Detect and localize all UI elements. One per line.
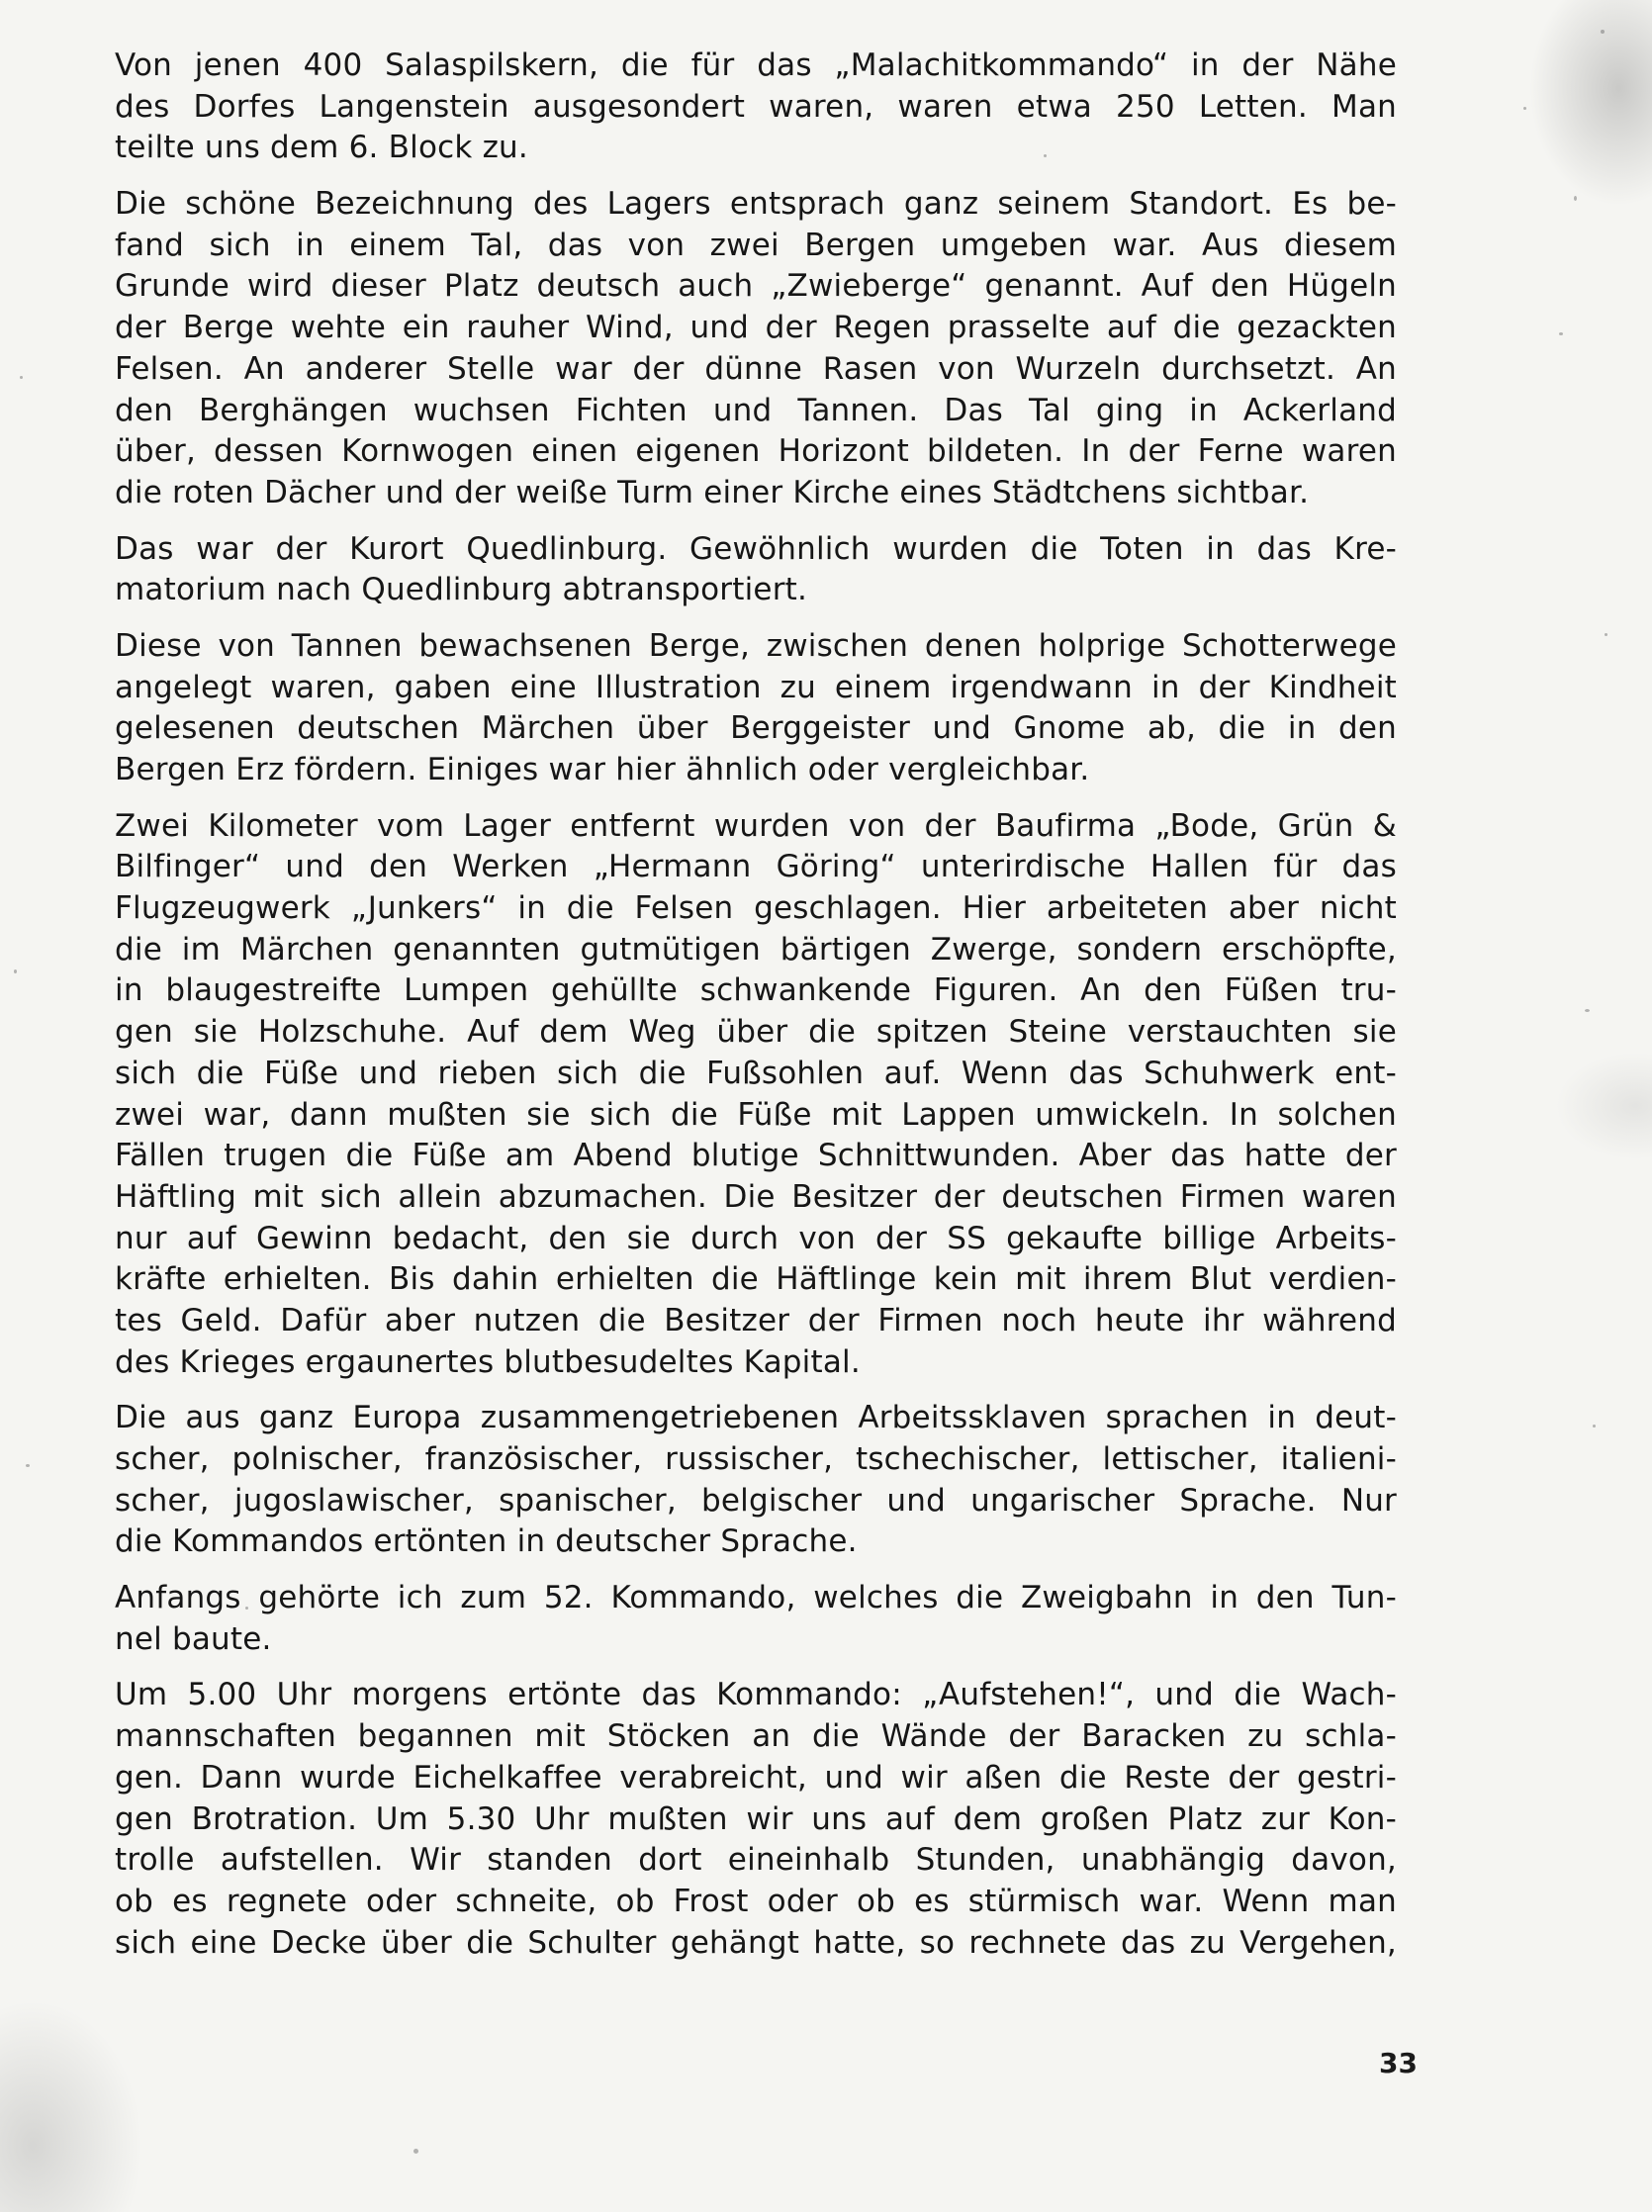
text-line: scher, jugoslawischer, spanischer, belgischer und ungarischer Sprache. Nur xyxy=(115,1482,1397,1519)
text-line: sich die Füße und rieben sich die Fußsohlen auf. Wenn das Schuhwerk ent- xyxy=(115,1055,1397,1091)
text-line: über, dessen Kornwogen einen eigenen Horizont bildeten. In der Ferne waren xyxy=(115,433,1397,470)
scan-speck xyxy=(20,376,23,379)
text-line: der Berge wehte ein rauher Wind, und der Regen prasselte auf die gezackten xyxy=(115,310,1397,346)
text-line: ob es regnete oder schneite, ob Frost oder ob es stürmisch war. Wenn man xyxy=(115,1883,1397,1919)
text-line: die Kommandos ertönten in deutscher Sprache. xyxy=(115,1523,858,1560)
text-line: matorium nach Quedlinburg abtransportiert. xyxy=(115,572,808,608)
scan-speck xyxy=(1574,196,1577,201)
paragraph xyxy=(115,806,1397,1384)
text-line: Die aus ganz Europa zusammengetriebenen Arbeitssklaven sprachen in deut- xyxy=(115,1400,1397,1436)
text-line: gelesenen deutschen Märchen über Berggeister und Gnome ab, die in den xyxy=(115,710,1397,747)
text-line: Bilfinger“ und den Werken „Hermann Göring“ unterirdische Hallen für das xyxy=(115,849,1397,885)
paragraph xyxy=(115,46,1397,169)
body-text xyxy=(115,46,1397,1979)
text-line: die roten Dächer und der weiße Turm einer Kirche eines Städtchens sichtbar. xyxy=(115,474,1310,510)
text-line: gen sie Holzschuhe. Auf dem Weg über die spitzen Steine verstauchten sie xyxy=(115,1014,1397,1051)
text-line: zwei war, dann mußten sie sich die Füße mit Lappen umwickeln. In solchen xyxy=(115,1096,1397,1133)
text-line: gen Brotration. Um 5.30 Uhr mußten wir uns auf dem großen Platz zur Kon- xyxy=(115,1800,1397,1837)
text-line: Bergen Erz fördern. Einiges war hier ähnlich oder vergleichbar. xyxy=(115,752,1090,787)
text-line: Zwei Kilometer vom Lager entfernt wurden von der Baufirma „Bode, Grün & xyxy=(115,807,1397,844)
text-line: Häftling mit sich allein abzumachen. Die Besitzer der deutschen Firmen waren xyxy=(115,1178,1397,1215)
text-line: nur auf Gewinn bedacht, den sie durch von der SS gekaufte billige Arbeits- xyxy=(115,1220,1397,1256)
paragraph xyxy=(115,1675,1397,1964)
text-line: Das war der Kurort Quedlinburg. Gewöhnlich wurden die Toten in das Kre- xyxy=(115,530,1397,567)
paragraph xyxy=(115,626,1397,791)
text-line: fand sich in einem Tal, das von zwei Bergen umgeben war. Aus diesem xyxy=(115,227,1397,263)
text-line: sich eine Decke über die Schulter gehängt hatte, so rechnete das zu Vergehen, xyxy=(115,1924,1397,1961)
text-line: den Berghängen wuchsen Fichten und Tannen. Das Tal ging in Ackerland xyxy=(115,392,1397,428)
text-line: Anfangs gehörte ich zum 52. Kommando, welches die Zweigbahn in den Tun- xyxy=(115,1580,1397,1616)
text-line: in blaugestreifte Lumpen gehüllte schwankende Figuren. An den Füßen tru- xyxy=(115,972,1397,1009)
text-line: Diese von Tannen bewachsenen Berge, zwischen denen holprige Schotterwege xyxy=(115,627,1397,664)
scan-speck xyxy=(1593,1425,1596,1428)
text-line: Flugzeugwerk „Junkers“ in die Felsen geschlagen. Hier arbeiteten aber nicht xyxy=(115,890,1397,927)
text-line: Von jenen 400 Salaspilskern, die für das „Malachitkommando“ in der Nähe xyxy=(115,47,1397,83)
scan-speck xyxy=(1559,332,1563,335)
scan-speck xyxy=(26,1464,30,1467)
text-line: Um 5.00 Uhr morgens ertönte das Kommando: „Aufstehen!“, und die Wach- xyxy=(115,1677,1397,1713)
scan-speck xyxy=(1585,1009,1590,1012)
text-line: Grunde wird dieser Platz deutsch auch „Zwieberge“ genannt. Auf den Hügeln xyxy=(115,268,1397,305)
text-line: Felsen. An anderer Stelle war der dünne Rasen von Wurzeln durchsetzt. An xyxy=(115,350,1397,387)
text-line: tes Geld. Dafür aber nutzen die Besitzer der Firmen noch heute ihr während xyxy=(115,1302,1397,1338)
scan-speck xyxy=(1605,633,1607,636)
text-line: mannschaften begannen mit Stöcken an die Wände der Baracken zu schla- xyxy=(115,1718,1397,1755)
text-line: des Dorfes Langenstein ausgesondert waren, waren etwa 250 Letten. Man xyxy=(115,88,1397,125)
paragraph xyxy=(115,184,1397,514)
text-line: Fällen trugen die Füße am Abend blutige Schnittwunden. Aber das hatte der xyxy=(115,1138,1397,1174)
text-line: nel baute. xyxy=(115,1620,272,1657)
scan-speck xyxy=(1601,30,1605,34)
paragraph xyxy=(115,529,1397,611)
text-line: die im Märchen genannten gutmütigen bärtigen Zwerge, sondern erschöpfte, xyxy=(115,931,1397,968)
text-line: trolle aufstellen. Wir standen dort eineinhalb Stunden, unabhängig davon, xyxy=(115,1842,1397,1879)
scan-speck xyxy=(413,2149,418,2154)
page-number: 33 xyxy=(1379,2047,1418,2079)
text-line: teilte uns dem 6. Block zu. xyxy=(115,130,528,166)
scan-speck xyxy=(14,969,17,973)
text-line: angelegt waren, gaben eine Illustration zu einem irgendwann in der Kindheit xyxy=(115,669,1397,705)
paragraph xyxy=(115,1398,1397,1563)
text-line: scher, polnischer, französischer, russischer, tschechischer, lettischer, italieni- xyxy=(115,1441,1397,1477)
text-line: Die schöne Bezeichnung des Lagers entsprach ganz seinem Standort. Es be- xyxy=(115,186,1397,223)
text-line: kräfte erhielten. Bis dahin erhielten die Häftlinge kein mit ihrem Blut verdien- xyxy=(115,1261,1397,1298)
scan-speck xyxy=(1523,107,1526,110)
text-line: gen. Dann wurde Eichelkaffee verabreicht, und wir aßen die Reste der gestri- xyxy=(115,1759,1397,1796)
text-line: des Krieges ergaunertes blutbesudeltes Kapital. xyxy=(115,1343,861,1380)
paragraph xyxy=(115,1578,1397,1660)
